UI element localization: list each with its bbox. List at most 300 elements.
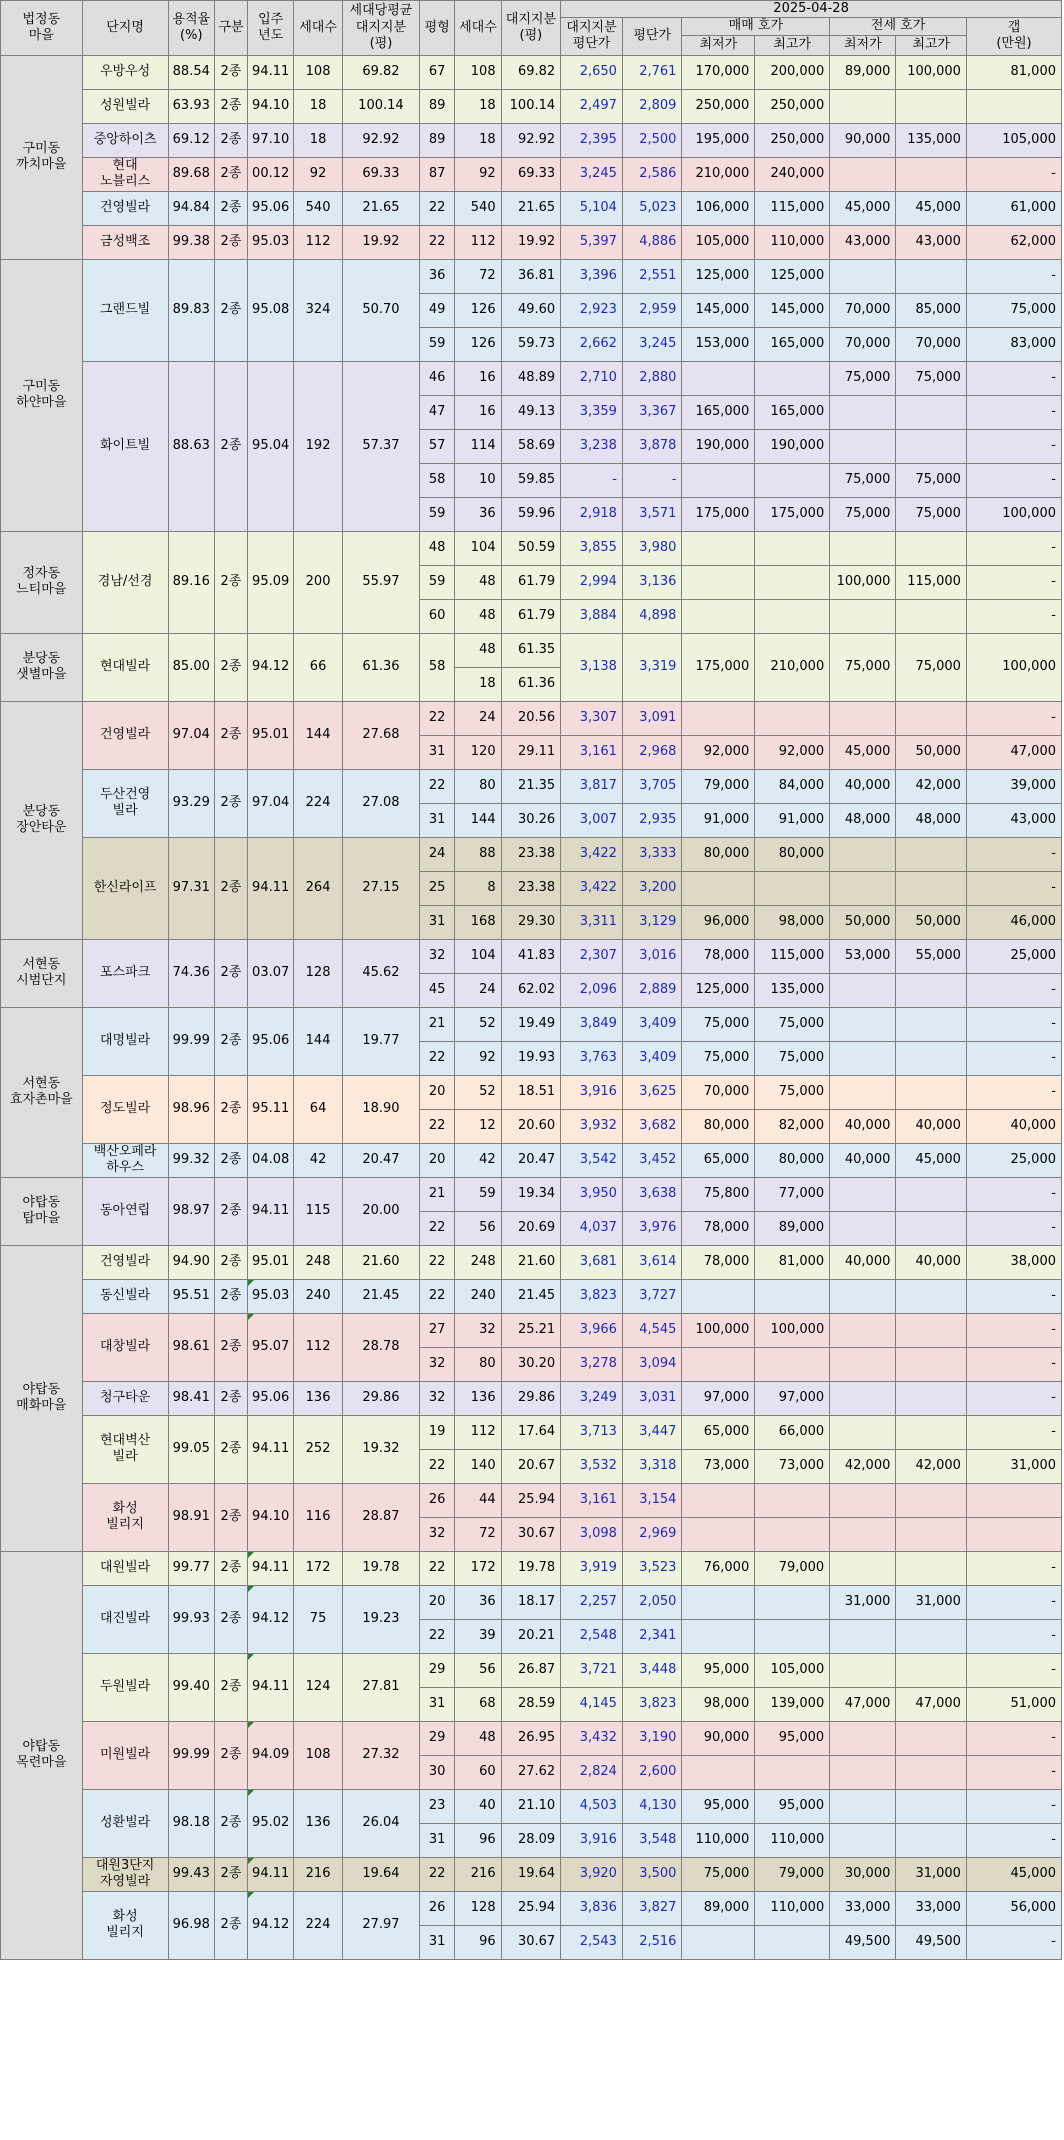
table-row	[1, 633, 1062, 667]
size-cell: 31	[420, 905, 455, 939]
units2-cell: 10	[455, 463, 501, 497]
zone-cell: 2종	[214, 55, 247, 89]
price-per-cell: 5,023	[622, 191, 682, 225]
jeonse-max-cell: 75,000	[896, 633, 967, 701]
zone-cell: 2종	[214, 769, 247, 837]
jeonse-min-cell: 70,000	[830, 293, 896, 327]
land-price-cell: 3,307	[561, 701, 623, 735]
units2-cell: 40	[455, 1789, 501, 1823]
zone-cell: 2종	[214, 1279, 247, 1313]
header-units: 세대수	[294, 1, 343, 56]
table-row	[1, 1177, 1062, 1211]
units2-cell: 72	[455, 259, 501, 293]
land-price-cell: 3,836	[561, 1891, 623, 1925]
jeonse-min-cell	[830, 1381, 896, 1415]
gap-cell: 105,000	[966, 123, 1061, 157]
size-cell: 58	[420, 633, 455, 701]
price-per-cell: 3,625	[622, 1075, 682, 1109]
units2-cell: 104	[455, 531, 501, 565]
jeonse-max-cell	[896, 395, 967, 429]
units-cell: 115	[294, 1177, 343, 1245]
year-cell: 94.11	[248, 1177, 294, 1245]
size-cell: 29	[420, 1721, 455, 1755]
far-cell: 99.77	[168, 1551, 214, 1585]
sale-min-cell: 96,000	[682, 905, 755, 939]
units-cell: 224	[294, 1891, 343, 1959]
complex-name: 한신라이프	[82, 837, 168, 939]
land-cell: 25.21	[501, 1313, 561, 1347]
price-per-cell: 3,827	[622, 1891, 682, 1925]
units2-cell: 52	[455, 1007, 501, 1041]
land-price-cell: 3,721	[561, 1653, 623, 1687]
jeonse-max-cell: 42,000	[896, 1449, 967, 1483]
price-per-cell: 2,761	[622, 55, 682, 89]
far-cell: 94.84	[168, 191, 214, 225]
size-cell: 25	[420, 871, 455, 905]
complex-name: 성원빌라	[82, 89, 168, 123]
gap-cell: -	[966, 1415, 1061, 1449]
gap-cell: -	[966, 1755, 1061, 1789]
land-cell: 30.67	[501, 1517, 561, 1551]
land-cell: 20.67	[501, 1449, 561, 1483]
year-cell: 95.02	[248, 1789, 294, 1857]
price-per-cell: 3,367	[622, 395, 682, 429]
units-cell: 216	[294, 1857, 343, 1891]
sale-max-cell: 200,000	[755, 55, 830, 89]
sale-min-cell: 170,000	[682, 55, 755, 89]
units2-cell: 56	[455, 1211, 501, 1245]
gap-cell: -	[966, 1551, 1061, 1585]
gap-cell: 56,000	[966, 1891, 1061, 1925]
land-price-cell: 2,710	[561, 361, 623, 395]
far-cell: 99.05	[168, 1415, 214, 1483]
units2-cell: 48	[455, 633, 501, 667]
area-cell: 구미동 까치마을	[1, 55, 83, 259]
land-cell: 61.79	[501, 565, 561, 599]
size-cell: 31	[420, 735, 455, 769]
price-per-cell: 4,130	[622, 1789, 682, 1823]
jeonse-max-cell: 48,000	[896, 803, 967, 837]
table-row	[1, 55, 1062, 89]
gap-cell: 25,000	[966, 939, 1061, 973]
land-cell: 61.35	[501, 633, 561, 667]
land-price-cell: 3,920	[561, 1857, 623, 1891]
zone-cell: 2종	[214, 89, 247, 123]
sale-min-cell: 95,000	[682, 1653, 755, 1687]
sale-max-cell: 73,000	[755, 1449, 830, 1483]
area-cell: 야탑동 탑마을	[1, 1177, 83, 1245]
far-cell: 99.99	[168, 1007, 214, 1075]
land-price-cell: 3,681	[561, 1245, 623, 1279]
price-per-cell: 2,889	[622, 973, 682, 1007]
land-price-cell: 3,823	[561, 1279, 623, 1313]
table-row	[1, 1857, 1062, 1891]
year-cell: 94.11	[248, 1415, 294, 1483]
year-cell: 94.11	[248, 1551, 294, 1585]
avg-land-cell: 29.86	[342, 1381, 419, 1415]
jeonse-min-cell	[830, 531, 896, 565]
sale-min-cell	[682, 599, 755, 633]
units-cell: 128	[294, 939, 343, 1007]
complex-name: 화이트빌	[82, 361, 168, 531]
sale-min-cell	[682, 1483, 755, 1517]
zone-cell: 2종	[214, 1585, 247, 1653]
size-cell: 22	[420, 1109, 455, 1143]
units2-cell: 104	[455, 939, 501, 973]
zone-cell: 2종	[214, 1313, 247, 1381]
table-row	[1, 1789, 1062, 1823]
avg-land-cell: 45.62	[342, 939, 419, 1007]
sale-max-cell: 97,000	[755, 1381, 830, 1415]
price-per-cell: 3,409	[622, 1007, 682, 1041]
header-area-text: 법정동 마을	[22, 11, 61, 43]
jeonse-min-cell	[830, 701, 896, 735]
gap-cell: -	[966, 157, 1061, 191]
jeonse-max-cell: 42,000	[896, 769, 967, 803]
sale-min-cell	[682, 565, 755, 599]
jeonse-max-cell	[896, 1007, 967, 1041]
sale-min-cell	[682, 361, 755, 395]
table-header	[1, 1, 1062, 56]
land-price-cell: 2,918	[561, 497, 623, 531]
table-row	[1, 1075, 1062, 1109]
land-cell: 29.11	[501, 735, 561, 769]
table-row	[1, 1551, 1062, 1585]
land-cell: 23.38	[501, 871, 561, 905]
sale-max-cell: 80,000	[755, 1143, 830, 1177]
size-cell: 49	[420, 293, 455, 327]
gap-cell: 40,000	[966, 1109, 1061, 1143]
units-cell: 224	[294, 769, 343, 837]
land-price-cell: 2,650	[561, 55, 623, 89]
sale-min-cell: 89,000	[682, 1891, 755, 1925]
year-cell: 95.11	[248, 1075, 294, 1143]
size-cell: 21	[420, 1177, 455, 1211]
price-per-cell: 2,586	[622, 157, 682, 191]
jeonse-min-cell	[830, 871, 896, 905]
sale-max-cell: 92,000	[755, 735, 830, 769]
price-per-cell: 2,600	[622, 1755, 682, 1789]
sale-max-cell	[755, 1517, 830, 1551]
jeonse-min-cell	[830, 1007, 896, 1041]
land-price-cell: 2,543	[561, 1925, 623, 1959]
far-cell: 99.38	[168, 225, 214, 259]
land-price-cell: 3,396	[561, 259, 623, 293]
units2-cell: 216	[455, 1857, 501, 1891]
sale-max-cell: 100,000	[755, 1313, 830, 1347]
jeonse-max-cell: 43,000	[896, 225, 967, 259]
size-cell: 22	[420, 1619, 455, 1653]
units2-cell: 48	[455, 599, 501, 633]
gap-cell: 47,000	[966, 735, 1061, 769]
far-cell: 99.43	[168, 1857, 214, 1891]
gap-cell: -	[966, 1007, 1061, 1041]
land-price-cell: 5,104	[561, 191, 623, 225]
land-price-cell: 2,923	[561, 293, 623, 327]
size-cell: 32	[420, 1381, 455, 1415]
far-cell: 96.98	[168, 1891, 214, 1959]
sale-min-cell	[682, 463, 755, 497]
sale-max-cell	[755, 1585, 830, 1619]
price-per-cell: 3,318	[622, 1449, 682, 1483]
year-cell: 94.11	[248, 55, 294, 89]
sale-min-cell: 75,800	[682, 1177, 755, 1211]
year-cell: 94.11	[248, 837, 294, 939]
far-cell: 89.83	[168, 259, 214, 361]
land-price-cell: 4,503	[561, 1789, 623, 1823]
gap-cell: -	[966, 1075, 1061, 1109]
price-per-cell: -	[622, 463, 682, 497]
far-cell: 95.51	[168, 1279, 214, 1313]
area-cell: 야탑동 목련마을	[1, 1551, 83, 1959]
header-year	[248, 1, 294, 56]
price-per-cell: 2,500	[622, 123, 682, 157]
sale-max-cell: 89,000	[755, 1211, 830, 1245]
units-cell: 18	[294, 123, 343, 157]
jeonse-min-cell	[830, 395, 896, 429]
land-price-cell: 3,422	[561, 837, 623, 871]
units-cell: 42	[294, 1143, 343, 1177]
land-price-cell: 3,916	[561, 1823, 623, 1857]
sale-min-cell: 79,000	[682, 769, 755, 803]
area-cell: 야탑동 매화마을	[1, 1245, 83, 1551]
gap-cell: 100,000	[966, 633, 1061, 701]
header-date: 2025-04-28	[561, 1, 1062, 18]
jeonse-max-cell: 47,000	[896, 1687, 967, 1721]
table-body	[1, 55, 1062, 1959]
year-cell: 95.03	[248, 225, 294, 259]
far-cell: 97.04	[168, 701, 214, 769]
size-cell: 59	[420, 497, 455, 531]
land-price-cell: 2,548	[561, 1619, 623, 1653]
gap-cell: 75,000	[966, 293, 1061, 327]
units-cell: 144	[294, 1007, 343, 1075]
size-cell: 59	[420, 565, 455, 599]
price-per-cell: 3,976	[622, 1211, 682, 1245]
units2-cell: 92	[455, 157, 501, 191]
complex-name: 두산건영 빌라	[82, 769, 168, 837]
header-land	[501, 1, 561, 56]
land-cell: 30.20	[501, 1347, 561, 1381]
price-per-cell: 3,091	[622, 701, 682, 735]
land-cell: 58.69	[501, 429, 561, 463]
land-cell: 69.33	[501, 157, 561, 191]
units-cell: 112	[294, 225, 343, 259]
year-cell: 95.07	[248, 1313, 294, 1381]
avg-land-cell: 20.00	[342, 1177, 419, 1245]
zone-cell: 2종	[214, 123, 247, 157]
jeonse-max-cell	[896, 973, 967, 1007]
sale-max-cell: 110,000	[755, 1891, 830, 1925]
jeonse-min-cell	[830, 1483, 896, 1517]
table-row	[1, 1653, 1062, 1687]
avg-land-cell: 19.32	[342, 1415, 419, 1483]
jeonse-min-cell	[830, 1721, 896, 1755]
land-cell: 92.92	[501, 123, 561, 157]
units2-cell: 36	[455, 497, 501, 531]
price-per-cell: 3,031	[622, 1381, 682, 1415]
size-cell: 31	[420, 1823, 455, 1857]
zone-cell: 2종	[214, 701, 247, 769]
land-price-cell: 3,007	[561, 803, 623, 837]
far-cell: 99.93	[168, 1585, 214, 1653]
avg-land-cell: 18.90	[342, 1075, 419, 1143]
jeonse-max-cell: 55,000	[896, 939, 967, 973]
avg-land-cell: 27.97	[342, 1891, 419, 1959]
land-price-cell: 2,994	[561, 565, 623, 599]
land-cell: 49.60	[501, 293, 561, 327]
jeonse-min-cell	[830, 1551, 896, 1585]
year-cell: 95.09	[248, 531, 294, 633]
year-cell: 00.12	[248, 157, 294, 191]
jeonse-max-cell: 40,000	[896, 1245, 967, 1279]
gap-cell: -	[966, 1177, 1061, 1211]
size-cell: 36	[420, 259, 455, 293]
land-price-cell: 3,245	[561, 157, 623, 191]
complex-name: 정도빌라	[82, 1075, 168, 1143]
size-cell: 57	[420, 429, 455, 463]
sale-min-cell: 98,000	[682, 1687, 755, 1721]
jeonse-min-cell	[830, 89, 896, 123]
sale-max-cell	[755, 531, 830, 565]
jeonse-max-cell	[896, 837, 967, 871]
size-cell: 32	[420, 1347, 455, 1381]
complex-name: 동아연립	[82, 1177, 168, 1245]
avg-land-cell: 28.78	[342, 1313, 419, 1381]
jeonse-min-cell: 43,000	[830, 225, 896, 259]
jeonse-min-cell: 31,000	[830, 1585, 896, 1619]
year-cell: 95.06	[248, 191, 294, 225]
header-land-text: 대지지분 (평)	[505, 11, 556, 43]
jeonse-max-cell	[896, 89, 967, 123]
avg-land-cell: 27.32	[342, 1721, 419, 1789]
sale-max-cell	[755, 1925, 830, 1959]
land-price-cell: 3,432	[561, 1721, 623, 1755]
price-per-cell: 3,823	[622, 1687, 682, 1721]
land-cell: 17.64	[501, 1415, 561, 1449]
table-row	[1, 1007, 1062, 1041]
land-price-cell: 3,966	[561, 1313, 623, 1347]
units-cell: 240	[294, 1279, 343, 1313]
avg-land-cell: 57.37	[342, 361, 419, 531]
sale-max-cell: 175,000	[755, 497, 830, 531]
land-cell: 29.86	[501, 1381, 561, 1415]
price-per-cell: 3,500	[622, 1857, 682, 1891]
zone-cell: 2종	[214, 1381, 247, 1415]
complex-name: 동신빌라	[82, 1279, 168, 1313]
land-price-cell: 4,145	[561, 1687, 623, 1721]
sale-max-cell: 115,000	[755, 939, 830, 973]
land-cell: 21.45	[501, 1279, 561, 1313]
complex-name: 현대 노블리스	[82, 157, 168, 191]
land-price-cell: 3,763	[561, 1041, 623, 1075]
units2-cell: 16	[455, 361, 501, 395]
avg-land-cell: 50.70	[342, 259, 419, 361]
jeonse-min-cell	[830, 157, 896, 191]
table-row	[1, 225, 1062, 259]
units2-cell: 112	[455, 1415, 501, 1449]
land-cell: 100.14	[501, 89, 561, 123]
far-cell: 69.12	[168, 123, 214, 157]
land-price-cell: 3,161	[561, 1483, 623, 1517]
gap-cell: 51,000	[966, 1687, 1061, 1721]
jeonse-max-cell	[896, 1415, 967, 1449]
units2-cell: 18	[455, 123, 501, 157]
land-price-cell: 2,307	[561, 939, 623, 973]
jeonse-max-cell	[896, 1211, 967, 1245]
jeonse-min-cell: 75,000	[830, 463, 896, 497]
sale-min-cell	[682, 1585, 755, 1619]
sale-min-cell: 105,000	[682, 225, 755, 259]
price-per-cell: 3,878	[622, 429, 682, 463]
jeonse-min-cell	[830, 837, 896, 871]
gap-cell: -	[966, 531, 1061, 565]
units2-cell: 80	[455, 1347, 501, 1381]
units-cell: 172	[294, 1551, 343, 1585]
land-cell: 26.87	[501, 1653, 561, 1687]
units2-cell: 60	[455, 1755, 501, 1789]
complex-name: 그랜드빌	[82, 259, 168, 361]
jeonse-max-cell	[896, 1279, 967, 1313]
price-per-cell: 3,638	[622, 1177, 682, 1211]
year-cell: 94.11	[248, 1653, 294, 1721]
far-cell: 98.96	[168, 1075, 214, 1143]
price-per-cell: 3,727	[622, 1279, 682, 1313]
units2-cell: 18	[455, 667, 501, 701]
units2-cell: 59	[455, 1177, 501, 1211]
sale-min-cell: 250,000	[682, 89, 755, 123]
price-per-cell: 2,968	[622, 735, 682, 769]
units2-cell: 140	[455, 1449, 501, 1483]
sale-min-cell: 75,000	[682, 1041, 755, 1075]
zone-cell: 2종	[214, 1177, 247, 1245]
size-cell: 22	[420, 1041, 455, 1075]
price-per-cell: 3,523	[622, 1551, 682, 1585]
land-price-cell: 2,395	[561, 123, 623, 157]
units-cell: 252	[294, 1415, 343, 1483]
price-per-cell: 2,551	[622, 259, 682, 293]
sale-min-cell: 195,000	[682, 123, 755, 157]
jeonse-min-cell	[830, 1517, 896, 1551]
land-cell: 30.26	[501, 803, 561, 837]
size-cell: 22	[420, 701, 455, 735]
year-cell: 94.09	[248, 1721, 294, 1789]
avg-land-cell: 21.45	[342, 1279, 419, 1313]
jeonse-max-cell	[896, 1789, 967, 1823]
complex-name: 성환빌라	[82, 1789, 168, 1857]
jeonse-max-cell: 85,000	[896, 293, 967, 327]
sale-min-cell: 75,000	[682, 1857, 755, 1891]
land-cell: 20.60	[501, 1109, 561, 1143]
size-cell: 32	[420, 1517, 455, 1551]
units-cell: 144	[294, 701, 343, 769]
jeonse-min-cell	[830, 1789, 896, 1823]
far-cell: 99.32	[168, 1143, 214, 1177]
price-per-cell: 2,880	[622, 361, 682, 395]
complex-name: 건영빌라	[82, 191, 168, 225]
gap-cell: -	[966, 1313, 1061, 1347]
area-cell: 분당동 샛별마을	[1, 633, 83, 701]
complex-name: 경남/선경	[82, 531, 168, 633]
complex-name: 우방우성	[82, 55, 168, 89]
avg-land-cell: 26.04	[342, 1789, 419, 1857]
table-row	[1, 1245, 1062, 1279]
sale-max-cell: 110,000	[755, 225, 830, 259]
size-cell: 59	[420, 327, 455, 361]
price-per-cell: 3,190	[622, 1721, 682, 1755]
size-cell: 26	[420, 1483, 455, 1517]
jeonse-min-cell: 75,000	[830, 497, 896, 531]
